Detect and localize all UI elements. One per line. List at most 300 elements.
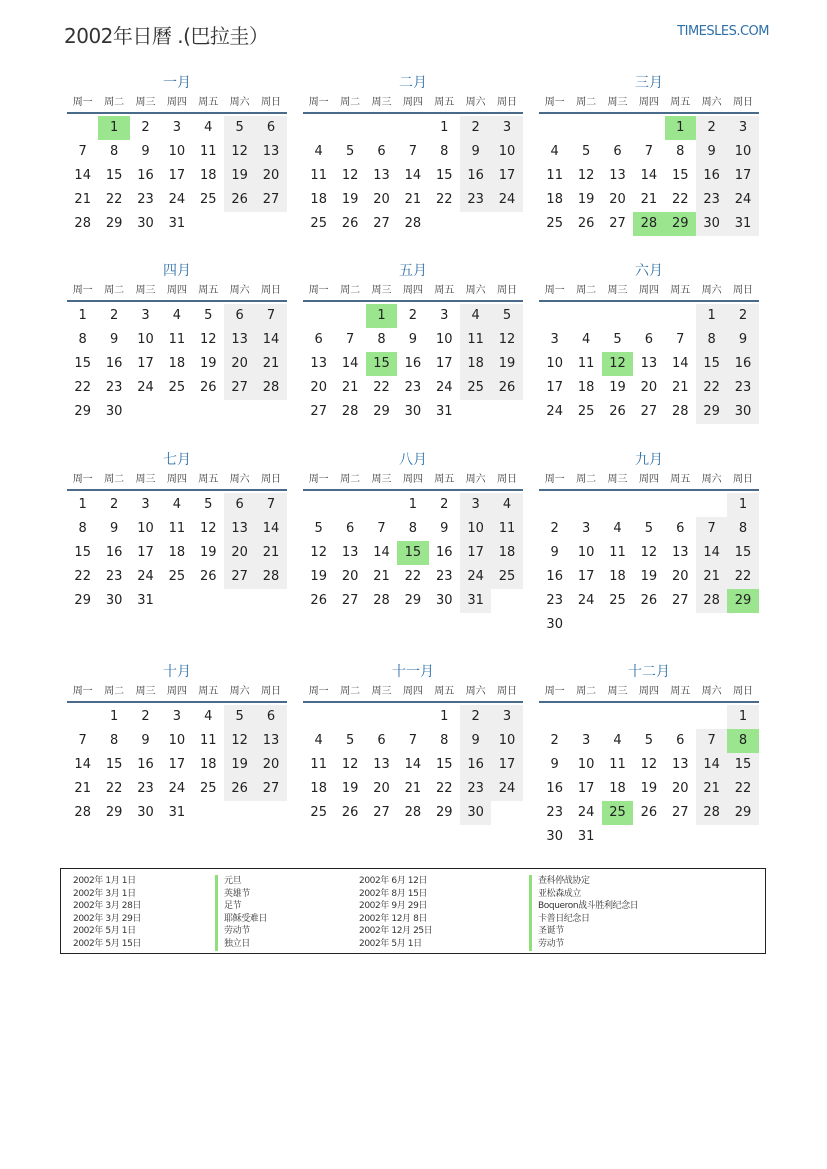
day-cell: 20 — [609, 192, 626, 207]
legend-left-dates — [73, 875, 141, 951]
month-name: 三月 — [635, 75, 663, 91]
day-cell — [366, 493, 397, 517]
day-cell: 12 — [640, 757, 658, 772]
day-cell: 30 — [404, 404, 422, 419]
weekday-label: 周六 — [229, 97, 250, 108]
day-cell: 15 — [397, 541, 428, 565]
day-cell: 10 — [435, 332, 453, 347]
day-cell: 9 — [141, 733, 150, 748]
day-cell: 12 — [199, 332, 217, 347]
day-cell: 29 — [105, 805, 123, 820]
week-row — [303, 352, 523, 376]
day-cell — [334, 116, 365, 140]
day-cell — [334, 304, 365, 328]
day-cell: 10 — [168, 733, 186, 748]
day-cell: 9 — [727, 328, 758, 352]
weekday-label: 周六 — [465, 285, 486, 296]
day-cell: 1 — [727, 705, 758, 729]
day-cell: 9 — [109, 521, 119, 536]
day-cell: 17 — [168, 757, 186, 772]
day-cell: 24 — [168, 781, 186, 796]
day-cell: 14 — [404, 168, 422, 183]
week-row — [67, 352, 287, 376]
weekday-header — [303, 94, 523, 114]
weekday-label: 周日 — [497, 97, 518, 108]
day-cell: 9 — [109, 332, 119, 347]
day-cell: 25 — [199, 192, 217, 207]
day-cell: 26 — [310, 593, 327, 608]
day-cell: 16 — [137, 757, 154, 772]
weekday-label: 周一 — [308, 474, 329, 485]
day-cell: 26 — [491, 376, 522, 400]
week-row — [67, 164, 287, 188]
legend-date: 2002年 5月 1日 — [359, 938, 422, 949]
weekday-label: 周四 — [166, 285, 187, 296]
week-row — [67, 565, 287, 589]
day-cell — [633, 304, 664, 328]
day-cell: 27 — [640, 404, 658, 419]
day-cell: 8 — [78, 332, 87, 347]
day-cell: 8 — [696, 328, 727, 352]
day-cell: 27 — [224, 565, 255, 589]
day-cell: 2 — [141, 120, 150, 135]
day-cell — [303, 493, 334, 517]
weekday-label: 周五 — [434, 474, 455, 485]
day-cell: 12 — [577, 168, 595, 183]
day-cell — [161, 400, 192, 424]
day-cell — [602, 493, 633, 517]
day-cell: 31 — [168, 805, 186, 820]
day-cell: 5 — [345, 733, 355, 748]
day-cell: 4 — [613, 733, 622, 748]
legend-date: 2002年 12月 8日 — [359, 913, 428, 924]
day-cell: 21 — [74, 192, 91, 207]
day-cell: 27 — [224, 376, 255, 400]
day-cell — [602, 705, 633, 729]
month-block — [303, 260, 523, 424]
day-cell: 19 — [341, 192, 359, 207]
day-cell: 6 — [676, 521, 685, 536]
day-cell: 26 — [640, 805, 658, 820]
day-cell: 29 — [74, 593, 91, 608]
day-cell: 6 — [377, 144, 386, 159]
day-cell: 21 — [255, 352, 286, 376]
day-cell: 30 — [105, 593, 123, 608]
day-cell: 12 — [341, 757, 359, 772]
weekday-label: 周三 — [135, 474, 156, 485]
month-block — [67, 260, 287, 424]
day-cell: 16 — [546, 569, 563, 584]
day-cell: 22 — [727, 777, 758, 801]
day-cell: 10 — [546, 356, 563, 371]
day-cell: 27 — [255, 777, 286, 801]
day-cell — [696, 825, 727, 849]
day-cell: 21 — [640, 192, 658, 207]
day-cell — [303, 304, 334, 328]
day-cell: 6 — [345, 521, 355, 536]
month-name: 十一月 — [392, 664, 434, 680]
day-cell: 13 — [671, 757, 689, 772]
day-cell — [303, 705, 334, 729]
day-cell: 28 — [671, 404, 689, 419]
day-cell — [224, 589, 255, 613]
day-cell: 18 — [460, 352, 491, 376]
day-cell: 30 — [546, 617, 563, 632]
day-cell: 7 — [255, 304, 286, 328]
weekday-label: 周一 — [544, 285, 565, 296]
day-cell: 13 — [373, 168, 390, 183]
day-cell: 6 — [224, 493, 255, 517]
day-cell: 19 — [341, 781, 359, 796]
legend-date: 2002年 1月 1日 — [73, 876, 136, 886]
day-cell: 20 — [255, 164, 286, 188]
legend-date: 2002年 12月 25日 — [359, 926, 433, 937]
day-cell: 31 — [137, 593, 154, 608]
day-cell: 17 — [577, 781, 595, 796]
week-row — [539, 753, 759, 777]
day-cell: 28 — [404, 216, 422, 231]
day-cell: 19 — [224, 164, 255, 188]
day-cell: 21 — [74, 781, 91, 796]
week-row — [539, 304, 759, 328]
day-cell: 17 — [137, 545, 154, 560]
day-cell: 11 — [546, 168, 563, 183]
weekday-label: 周二 — [104, 686, 125, 697]
day-cell: 5 — [314, 521, 323, 536]
week-row — [303, 541, 523, 565]
week-row — [539, 801, 759, 825]
day-cell: 10 — [577, 545, 595, 560]
day-cell: 7 — [408, 733, 417, 748]
weekday-label: 周二 — [576, 474, 597, 485]
weekday-label: 周一 — [308, 97, 329, 108]
day-cell: 26 — [199, 569, 217, 584]
day-cell: 14 — [404, 757, 422, 772]
day-cell — [665, 493, 696, 517]
weekday-label: 周一 — [72, 686, 93, 697]
day-cell: 19 — [577, 192, 595, 207]
day-cell: 30 — [546, 829, 563, 844]
day-cell: 2 — [109, 497, 119, 512]
day-cell: 11 — [310, 168, 327, 183]
day-cell — [397, 116, 428, 140]
day-cell — [665, 304, 696, 328]
day-cell: 30 — [435, 593, 453, 608]
weekday-header — [539, 94, 759, 114]
day-cell: 2 — [696, 116, 727, 140]
week-row — [303, 801, 523, 825]
week-row — [539, 212, 759, 236]
weekday-label: 周六 — [229, 686, 250, 697]
weekday-label: 周二 — [104, 97, 125, 108]
weekday-label: 周六 — [465, 97, 486, 108]
day-cell: 22 — [671, 192, 689, 207]
day-cell: 24 — [168, 192, 186, 207]
day-cell: 25 — [491, 565, 522, 589]
day-cell: 14 — [640, 168, 658, 183]
weekday-label: 周五 — [198, 285, 219, 296]
day-cell: 12 — [602, 352, 633, 376]
weekday-label: 周三 — [135, 97, 156, 108]
day-cell — [224, 212, 255, 236]
day-cell: 2 — [550, 521, 559, 536]
day-cell: 20 — [671, 781, 689, 796]
weekday-label: 周六 — [229, 285, 250, 296]
weekday-label: 周五 — [670, 285, 691, 296]
day-cell — [255, 801, 286, 825]
legend-date: 2002年 3月 29日 — [73, 913, 142, 924]
day-cell: 26 — [224, 188, 255, 212]
week-row — [67, 517, 287, 541]
legend-right-dates — [359, 875, 432, 951]
day-cell: 26 — [341, 216, 359, 231]
day-cell: 6 — [613, 144, 622, 159]
month-block — [303, 72, 523, 236]
day-cell: 22 — [696, 376, 727, 400]
week-row — [539, 705, 759, 729]
month-block — [303, 661, 523, 825]
weekday-label: 周三 — [371, 97, 392, 108]
day-cell: 23 — [404, 380, 422, 395]
day-cell: 2 — [141, 709, 150, 724]
day-cell — [491, 400, 522, 424]
day-cell: 1 — [696, 304, 727, 328]
legend-holiday-name: 劳动节 — [215, 925, 267, 938]
weekday-label: 周四 — [638, 686, 659, 697]
day-cell: 21 — [696, 777, 727, 801]
day-cell: 29 — [435, 805, 453, 820]
day-cell: 6 — [314, 332, 323, 347]
day-cell: 29 — [727, 801, 758, 825]
day-cell — [570, 705, 601, 729]
day-cell: 25 — [546, 216, 563, 231]
day-cell: 9 — [550, 545, 559, 560]
week-row — [539, 352, 759, 376]
week-row — [303, 304, 523, 328]
day-cell: 6 — [676, 733, 685, 748]
day-cell: 26 — [224, 777, 255, 801]
day-cell: 4 — [204, 709, 213, 724]
day-cell — [224, 400, 255, 424]
weekday-label: 周五 — [198, 97, 219, 108]
day-cell: 8 — [377, 332, 386, 347]
day-cell: 15 — [435, 168, 453, 183]
day-cell: 4 — [581, 332, 591, 347]
day-cell: 1 — [408, 497, 417, 512]
day-cell: 13 — [255, 140, 286, 164]
day-cell — [727, 825, 758, 849]
weekday-label: 周四 — [166, 474, 187, 485]
day-cell: 28 — [404, 805, 422, 820]
day-cell — [224, 801, 255, 825]
weekday-label: 周五 — [198, 686, 219, 697]
day-cell — [491, 212, 522, 236]
legend-date: 2002年 8月 15日 — [359, 888, 428, 899]
week-row — [67, 589, 287, 613]
legend-right-names — [529, 875, 638, 951]
day-cell: 16 — [696, 164, 727, 188]
day-cell: 11 — [199, 144, 217, 159]
week-row — [303, 140, 523, 164]
day-cell: 26 — [577, 216, 595, 231]
day-cell: 16 — [460, 164, 491, 188]
day-cell: 7 — [644, 144, 653, 159]
day-cell: 7 — [696, 729, 727, 753]
day-cell: 21 — [404, 192, 422, 207]
weekday-label: 周二 — [576, 97, 597, 108]
day-cell — [161, 589, 192, 613]
day-cell: 12 — [341, 168, 359, 183]
day-cell — [193, 801, 224, 825]
weekday-header — [303, 282, 523, 302]
weekday-label: 周一 — [72, 97, 93, 108]
weekday-label: 周三 — [371, 474, 392, 485]
day-cell: 27 — [341, 593, 359, 608]
day-cell: 29 — [665, 212, 696, 236]
day-cell: 27 — [671, 805, 689, 820]
week-row — [539, 777, 759, 801]
week-row — [539, 565, 759, 589]
weekday-label: 周三 — [607, 474, 628, 485]
day-cell: 9 — [440, 521, 449, 536]
day-cell: 29 — [404, 593, 422, 608]
day-cell — [255, 589, 286, 613]
week-row — [539, 589, 759, 613]
day-cell: 13 — [373, 757, 390, 772]
weekday-label: 周六 — [465, 686, 486, 697]
month-block — [539, 661, 759, 849]
day-cell: 28 — [373, 593, 390, 608]
week-row — [303, 164, 523, 188]
week-row — [539, 541, 759, 565]
day-cell: 23 — [546, 593, 563, 608]
day-cell: 21 — [341, 380, 359, 395]
day-cell: 1 — [665, 116, 696, 140]
day-cell: 7 — [676, 332, 685, 347]
weekday-label: 周四 — [638, 285, 659, 296]
week-row — [539, 517, 759, 541]
day-cell: 3 — [727, 116, 758, 140]
day-cell: 11 — [168, 521, 186, 536]
site-logo-text[interactable]: TIMESLES.COM — [677, 24, 769, 39]
legend-holiday-name: 足节 — [215, 900, 267, 913]
day-cell: 15 — [727, 753, 758, 777]
day-cell: 19 — [640, 569, 658, 584]
weekday-label: 周二 — [576, 285, 597, 296]
day-cell — [460, 400, 491, 424]
day-cell: 6 — [255, 705, 286, 729]
day-cell: 13 — [609, 168, 626, 183]
day-cell: 22 — [74, 380, 91, 395]
day-cell: 22 — [435, 781, 453, 796]
day-cell: 10 — [137, 332, 154, 347]
day-cell: 10 — [577, 757, 595, 772]
weekday-header — [303, 683, 523, 703]
day-cell — [633, 493, 664, 517]
month-name: 八月 — [399, 452, 427, 468]
day-cell: 24 — [577, 805, 595, 820]
day-cell: 28 — [74, 805, 91, 820]
day-cell — [193, 400, 224, 424]
day-cell: 8 — [676, 144, 685, 159]
day-cell: 15 — [435, 757, 453, 772]
day-cell: 7 — [408, 144, 417, 159]
day-cell: 28 — [74, 216, 91, 231]
month-name: 一月 — [163, 75, 191, 91]
day-cell: 3 — [141, 308, 150, 323]
week-row — [67, 541, 287, 565]
day-cell: 14 — [696, 753, 727, 777]
weekday-label: 周六 — [701, 686, 722, 697]
day-cell — [570, 613, 601, 637]
day-cell — [696, 705, 727, 729]
day-cell: 14 — [255, 517, 286, 541]
day-cell: 12 — [224, 140, 255, 164]
day-cell: 28 — [696, 801, 727, 825]
day-cell: 7 — [377, 521, 386, 536]
day-cell: 8 — [109, 733, 119, 748]
day-cell: 14 — [373, 545, 390, 560]
day-cell: 22 — [373, 380, 390, 395]
legend-date: 2002年 9月 29日 — [359, 901, 428, 912]
legend-date: 2002年 5月 1日 — [73, 926, 136, 937]
weekday-label: 周一 — [308, 285, 329, 296]
weekday-header — [67, 683, 287, 703]
weekday-label: 周日 — [497, 474, 518, 485]
day-cell: 21 — [696, 565, 727, 589]
day-cell: 2 — [550, 733, 559, 748]
day-cell — [633, 116, 664, 140]
day-cell — [303, 116, 334, 140]
day-cell: 18 — [546, 192, 563, 207]
day-cell: 8 — [109, 144, 119, 159]
weekday-label: 周四 — [402, 686, 423, 697]
day-cell: 21 — [373, 569, 390, 584]
day-cell — [334, 493, 365, 517]
week-row — [67, 493, 287, 517]
day-cell: 3 — [460, 493, 491, 517]
weekday-label: 周三 — [607, 285, 628, 296]
legend-holiday-name: 卡普日纪念日 — [529, 913, 638, 926]
day-cell: 31 — [577, 829, 595, 844]
weekday-label: 周五 — [434, 686, 455, 697]
weekday-header — [67, 94, 287, 114]
day-cell: 4 — [460, 304, 491, 328]
day-cell: 20 — [224, 352, 255, 376]
day-cell: 9 — [550, 757, 559, 772]
week-row — [67, 777, 287, 801]
day-cell: 3 — [440, 308, 449, 323]
weekday-label: 周二 — [340, 686, 361, 697]
week-row — [67, 400, 287, 424]
week-row — [303, 493, 523, 517]
day-cell — [539, 493, 570, 517]
day-cell: 25 — [168, 380, 186, 395]
day-cell: 10 — [460, 517, 491, 541]
day-cell: 29 — [74, 404, 91, 419]
day-cell — [255, 400, 286, 424]
day-cell: 6 — [224, 304, 255, 328]
weekday-label: 周六 — [701, 285, 722, 296]
week-row — [303, 212, 523, 236]
weekday-label: 周四 — [638, 474, 659, 485]
day-cell: 4 — [172, 497, 181, 512]
weekday-label: 周五 — [434, 97, 455, 108]
month-name: 十月 — [163, 664, 191, 680]
day-cell — [491, 801, 522, 825]
day-cell: 8 — [408, 521, 417, 536]
day-cell: 24 — [137, 380, 154, 395]
